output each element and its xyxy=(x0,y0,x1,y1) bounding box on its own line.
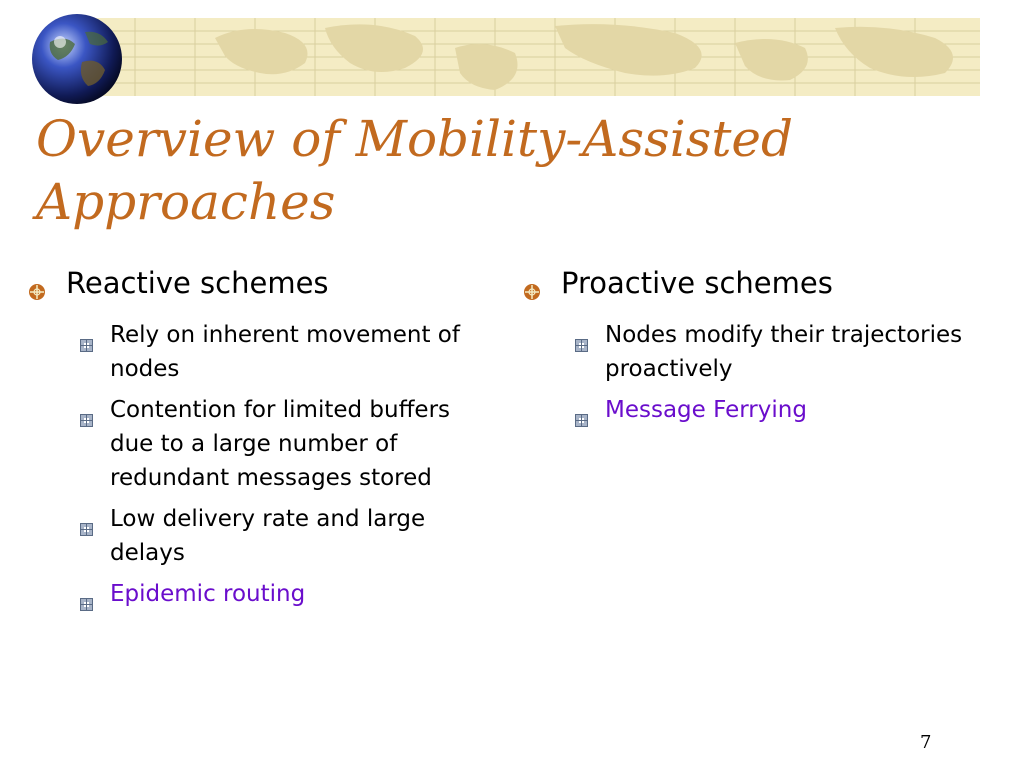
proactive-column xyxy=(523,264,963,444)
square-bullet-icon xyxy=(80,502,110,546)
world-map-graphic xyxy=(75,18,980,96)
epidemic-routing-link[interactable] xyxy=(80,577,468,621)
item-text: Rely on inherent movement of nodes xyxy=(110,322,460,382)
reactive-column xyxy=(28,264,468,628)
square-bullet-icon xyxy=(575,318,605,362)
item-text: Contention for limited buffers due to a large number of redundant messages stored xyxy=(110,397,451,491)
level1-bullet xyxy=(523,264,963,310)
square-bullet-icon xyxy=(575,393,605,437)
circle-bullet-icon xyxy=(28,264,66,310)
proactive-items xyxy=(523,318,963,437)
square-bullet-icon xyxy=(80,577,110,621)
item-text[interactable]: Epidemic routing xyxy=(110,581,306,607)
slide-title: Overview of Mobility-Assisted Approaches xyxy=(36,110,794,231)
page-number: 7 xyxy=(920,732,932,753)
square-bullet-icon xyxy=(80,318,110,362)
proactive-heading: Proactive schemes xyxy=(561,266,833,300)
globe-logo xyxy=(30,12,124,106)
reactive-heading: Reactive schemes xyxy=(66,266,329,300)
circle-bullet-icon xyxy=(523,264,561,310)
header-banner xyxy=(75,18,980,96)
reactive-items xyxy=(28,318,468,621)
list-item xyxy=(80,502,468,570)
list-item xyxy=(575,318,963,386)
message-ferrying-link[interactable] xyxy=(575,393,963,437)
level1-bullet xyxy=(28,264,468,310)
square-bullet-icon xyxy=(80,393,110,437)
item-text: Low delivery rate and large delays xyxy=(110,506,426,566)
item-text: Nodes modify their trajectories proactively xyxy=(605,322,963,382)
list-item xyxy=(80,318,468,386)
item-text[interactable]: Message Ferrying xyxy=(605,397,807,423)
list-item xyxy=(80,393,468,495)
